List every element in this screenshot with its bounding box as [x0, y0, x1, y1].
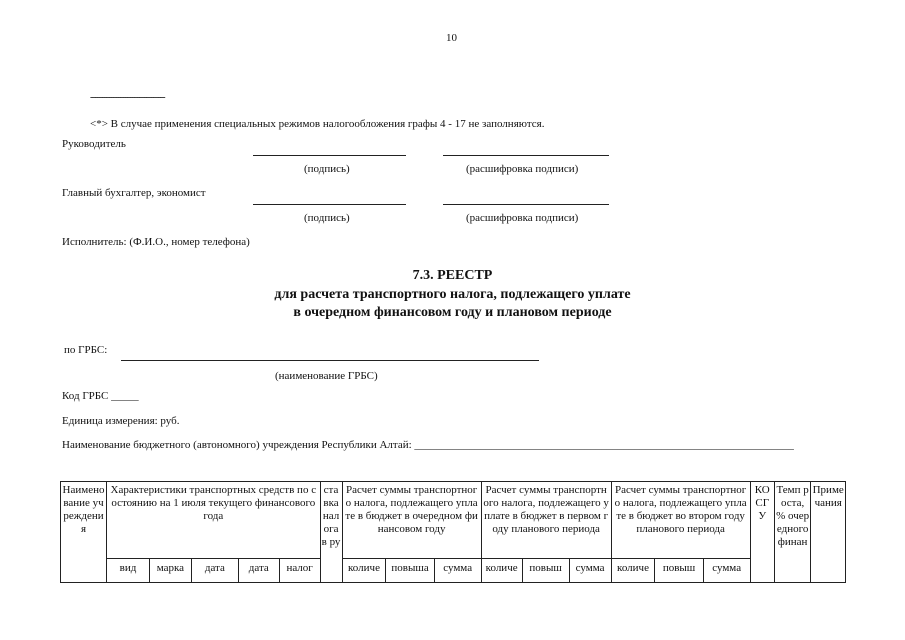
- header-kosgu: КОСГУ: [750, 482, 774, 583]
- institution-name: Наименование бюджетного (автономного) учреждения Республики Алтай: _____________________________________________________________________: [62, 439, 794, 451]
- header-calc-first-plan-year: Расчет суммы транспортного налога, подлежащего уплате в бюджет в первом году планового периода: [481, 482, 611, 559]
- subheader-second-quantity: количе: [611, 559, 655, 583]
- grbs-label: по ГРБС:: [64, 344, 108, 356]
- head-decoding-caption: (расшифровка подписи): [466, 163, 579, 175]
- accountant-decoding-line: [443, 204, 609, 205]
- grbs-code: Код ГРБС _____: [62, 390, 139, 402]
- head-decoding-line: [443, 155, 609, 156]
- subheader-second-sum: сумма: [703, 559, 750, 583]
- header-calc-second-plan-year: Расчет суммы транспортного налога, подлежащего уплате в бюджет во втором году планового периода: [611, 482, 750, 559]
- header-tax-rate: ставка налога в ру: [320, 482, 342, 583]
- subheader-next-sum: сумма: [434, 559, 481, 583]
- head-signature-caption: (подпись): [304, 163, 350, 175]
- registry-subtitle-2: в очередном финансовом году и плановом периоде: [293, 305, 612, 320]
- header-institution-name: Наименование учреждения: [61, 482, 107, 583]
- subheader-brand: марка: [149, 559, 191, 583]
- grbs-name-line: [121, 360, 539, 361]
- page-number: 10: [446, 32, 457, 44]
- registry-subtitle-1: для расчета транспортного налога, подлежащего уплате: [274, 287, 631, 302]
- subheader-next-increase: повыша: [386, 559, 434, 583]
- footnote: <*> В случае применения специальных режимов налогообложения графы 4 - 17 не заполняются.: [90, 118, 545, 130]
- accountant-label: Главный бухгалтер, экономист: [62, 187, 206, 199]
- unit-of-measure: Единица измерения: руб.: [62, 415, 180, 427]
- accountant-signature-line: [253, 204, 406, 205]
- header-vehicle-characteristics: Характеристики транспортных средств по состоянию на 1 июля текущего финансового года: [107, 482, 321, 559]
- accountant-signature-caption: (подпись): [304, 212, 350, 224]
- header-notes: Примечания: [811, 482, 846, 583]
- subheader-date-2: дата: [238, 559, 279, 583]
- subheader-first-quantity: количе: [481, 559, 522, 583]
- executor-label: Исполнитель: (Ф.И.О., номер телефона): [62, 236, 250, 248]
- subheader-date-1: дата: [191, 559, 238, 583]
- subheader-first-sum: сумма: [569, 559, 611, 583]
- registry-table: [60, 481, 846, 583]
- subheader-kind: вид: [107, 559, 150, 583]
- head-signature-line: [253, 155, 406, 156]
- registry-title: 7.3. РЕЕСТР: [412, 268, 493, 283]
- subheader-next-quantity: количе: [342, 559, 386, 583]
- accountant-decoding-caption: (расшифровка подписи): [466, 212, 579, 224]
- footnote-separator: --------------------------------: [90, 92, 165, 103]
- subheader-second-increase: повыш: [655, 559, 703, 583]
- header-calc-next-year: Расчет суммы транспортного налога, подлежащего уплате в бюджет в очередном финансовом году: [342, 482, 481, 559]
- subheader-tax: налог: [279, 559, 320, 583]
- subheader-first-increase: повыш: [522, 559, 569, 583]
- grbs-caption: (наименование ГРБС): [275, 370, 378, 382]
- head-label: Руководитель: [62, 138, 126, 150]
- header-growth-rate: Темп роста, % очередного финан: [774, 482, 811, 583]
